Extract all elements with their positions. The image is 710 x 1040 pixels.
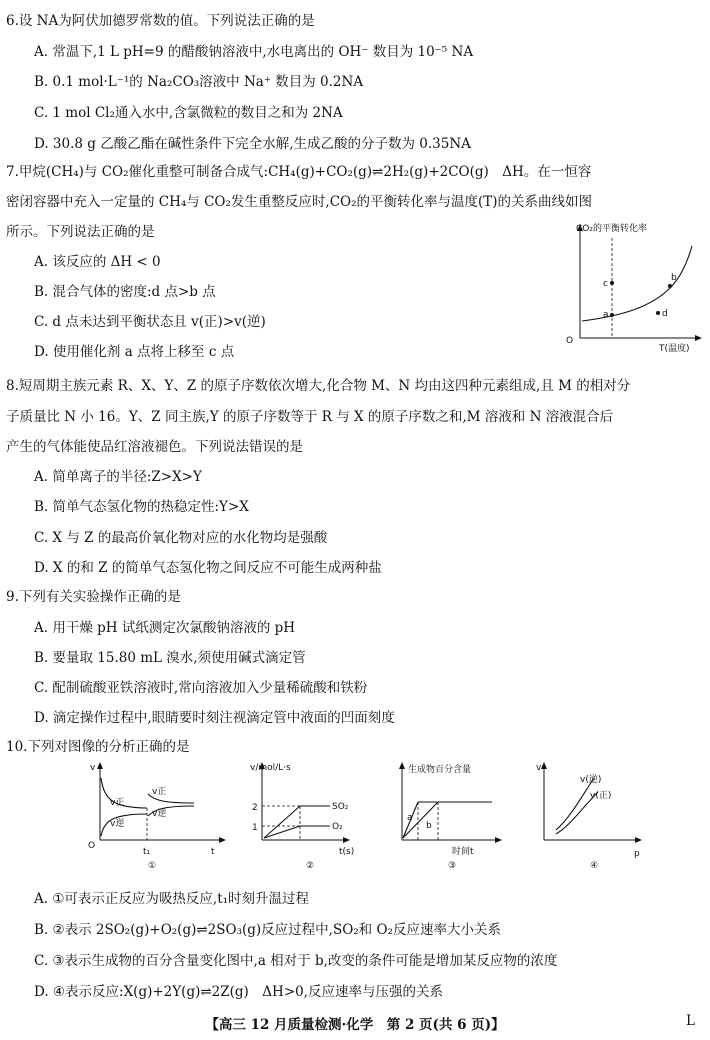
g2-tick-2: 2 [252, 803, 258, 813]
g1-label-3: v正 [152, 787, 167, 797]
q9-option-d: D. 滴定操作过程中,眼睛要时刻注视滴定管中液面的凹面刻度 [34, 710, 395, 726]
q6-option-b: B. 0.1 mol·L⁻¹的 Na₂CO₃溶液中 Na⁺ 数目为 0.2NA [34, 74, 364, 90]
q7-option-b: B. 混合气体的密度:d 点>b 点 [34, 284, 216, 300]
q9-option-b: B. 要量取 15.80 mL 溴水,须使用碱式滴定管 [34, 650, 306, 666]
q7-option-c: C. d 点未达到平衡状态且 v(正)>v(逆) [34, 314, 266, 330]
q7-graph-origin: O [566, 336, 574, 346]
q7-graph-xlabel: T(温度) [659, 344, 690, 354]
q9-stem: 9.下列有关实验操作正确的是 [6, 589, 181, 605]
g3-ylabel: 生成物百分含量 [408, 765, 472, 775]
g1-t1: t₁ [143, 847, 151, 857]
g4-curve-reverse: v(逆) [580, 775, 602, 785]
q6-option-d: D. 30.8 g 乙酸乙酯在碱性条件下完全水解,生成乙酸的分子数为 0.35NA [34, 136, 471, 152]
q8-stem-2: 子质量比 N 小 16。Y、Z 同主族,Y 的原子序数等于 R 与 X 的原子序数之和,M 溶液和 N 溶液混合后 [6, 409, 614, 425]
g4-caption: ④ [590, 861, 599, 871]
g1-ylabel: v [90, 763, 96, 773]
q10-graph-3 [388, 758, 518, 878]
g2-caption: ② [306, 861, 315, 871]
g3-xlabel: 时间t [452, 847, 474, 857]
g1-origin: O [88, 841, 96, 851]
g1-label-4: v逆 [152, 809, 167, 819]
q7-point-d: d [662, 309, 668, 319]
q6-option-a: A. 常温下,1 L pH=9 的醋酸钠溶液中,水电离出的 OH⁻ 数目为 10⁻⁵ NA [34, 44, 474, 60]
q10-option-b: B. ②表示 2SO₂(g)+O₂(g)⇌2SO₃(g)反应过程中,SO₂和 O₂反应速率大小关系 [34, 922, 501, 938]
page-footer: 【高三 12 月质量检测·化学 第 2 页(共 6 页)】 [205, 1017, 505, 1033]
g3-caption: ③ [448, 861, 457, 871]
q8-option-a: A. 简单离子的半径:Z>X>Y [34, 469, 202, 485]
q7-stem-2: 密闭容器中充入一定量的 CH₄与 CO₂发生重整反应时,CO₂的平衡转化率与温度(T)的关系曲线如图 [6, 194, 593, 210]
g1-label-1: v正 [110, 798, 125, 808]
q9-option-a: A. 用干燥 pH 试纸测定次氯酸钠溶液的 pH [34, 620, 296, 636]
q7-option-d: D. 使用催化剂 a 点将上移至 c 点 [34, 344, 235, 360]
g3-curve-b: b [426, 821, 432, 831]
q8-option-b: B. 简单气态氢化物的热稳定性:Y>X [34, 499, 249, 515]
q10-stem: 10.下列对图像的分析正确的是 [6, 739, 190, 755]
q8-stem-1: 8.短周期主族元素 R、X、Y、Z 的原子序数依次增大,化合物 M、N 均由这四种元素组成,且 M 的相对分 [6, 378, 631, 394]
q10-graph-2 [236, 758, 366, 878]
q7-option-a: A. 该反应的 ΔH < 0 [34, 254, 161, 270]
q10-graph-4 [530, 758, 660, 878]
g2-series-o2: O₂ [332, 822, 343, 832]
q8-option-c: C. X 与 Z 的最高价氧化物对应的水化物均是强酸 [34, 530, 328, 546]
g1-xlabel: t [211, 847, 215, 857]
q7-stem-3: 所示。下列说法正确的是 [6, 224, 155, 240]
q7-point-b: b [671, 273, 677, 283]
q8-stem-3: 产生的气体能使品红溶液褪色。下列说法错误的是 [6, 439, 303, 455]
q8-option-d: D. X 的和 Z 的简单气态氢化物之间反应不可能生成两种盐 [34, 560, 382, 576]
q10-option-c: C. ③表示生成物的百分含量变化图中,a 相对于 b,改变的条件可能是增加某反应物的浓度 [34, 953, 558, 969]
g4-ylabel: v [536, 763, 542, 773]
q10-option-a: A. ①可表示正反应为吸热反应,t₁时刻升温过程 [34, 891, 310, 907]
q6-option-c: C. 1 mol Cl₂通入水中,含氯微粒的数目之和为 2NA [34, 105, 343, 121]
g3-curve-a: a [407, 813, 413, 823]
g4-curve-forward: v(正) [590, 791, 612, 801]
g2-tick-1: 1 [252, 823, 258, 833]
q7-point-a: a [603, 310, 609, 320]
g4-xlabel: p [634, 849, 640, 859]
q7-stem-1: 7.甲烷(CH₄)与 CO₂催化重整可制备合成气:CH₄(g)+CO₂(g)⇌2H₂(g)+2CO(g) ΔH。在一恒容 [6, 164, 592, 180]
g2-xlabel: t(s) [339, 847, 355, 857]
q10-graph-1 [82, 758, 232, 878]
g1-caption: ① [148, 861, 157, 871]
q6-stem: 6.设 NA为阿伏加德罗常数的值。下列说法正确的是 [6, 13, 315, 29]
q7-graph [560, 218, 705, 358]
g1-label-2: v逆 [110, 819, 125, 829]
q10-option-d: D. ④表示反应:X(g)+2Y(g)⇌2Z(g) ΔH>0,反应速率与压强的关系 [34, 984, 444, 1000]
corner-mark: L [686, 1013, 695, 1029]
q9-option-c: C. 配制硫酸亚铁溶液时,常向溶液加入少量稀硫酸和铁粉 [34, 680, 368, 696]
g2-series-so2: SO₂ [332, 802, 349, 812]
q7-graph-ylabel: CO₂的平衡转化率 [576, 224, 647, 234]
q7-point-c: c [603, 279, 608, 289]
g2-ylabel: v/mol/L·s [250, 763, 291, 773]
